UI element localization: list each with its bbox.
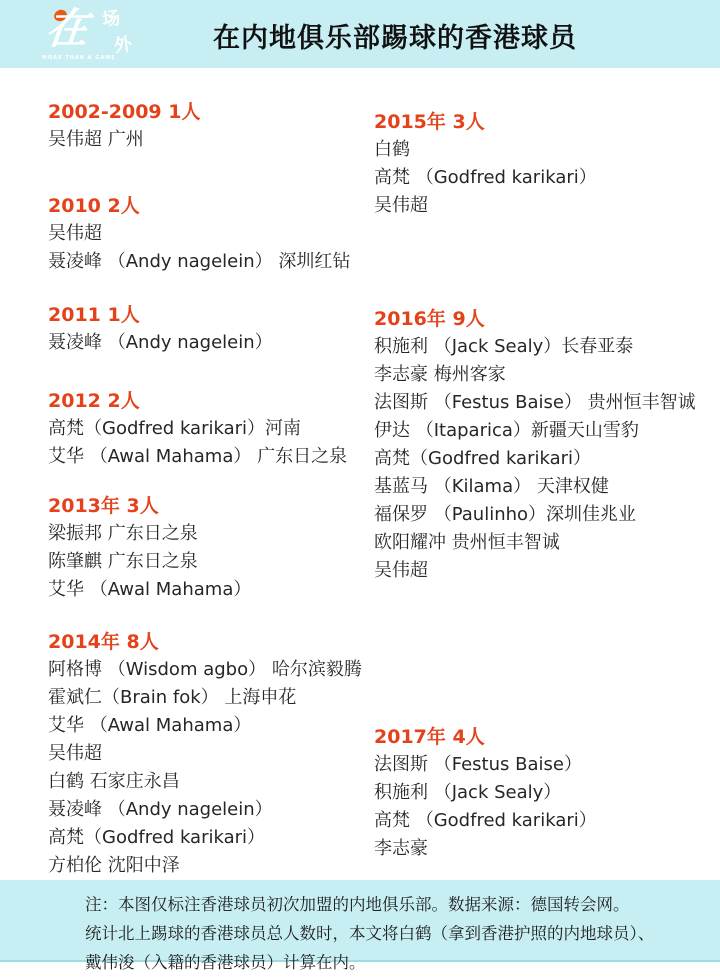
player-line: 法图斯 （Festus Baise） 贵州恒丰智诚: [374, 392, 696, 413]
year-heading: 2014年 8人: [48, 631, 159, 653]
player-line: 高梵（Godfred karikari）: [374, 448, 592, 469]
year-section: [48, 301, 370, 357]
player-line: 白鹤 石家庄永昌: [48, 771, 180, 792]
year-heading: 2002-2009 1人: [48, 101, 201, 123]
player-line: 高梵 （Godfred karikari）: [374, 167, 597, 188]
player-line: 梁振邦 广东日之泉: [48, 523, 198, 544]
player-line: 阿格博 （Wisdom agbo） 哈尔滨毅腾: [48, 659, 362, 680]
footnote-line: 统计北上踢球的香港球员总人数时，本文将白鹤（拿到香港护照的内地球员）、: [85, 924, 655, 943]
year-heading: 2013年 3人: [48, 495, 159, 517]
year-heading: 2017年 4人: [374, 726, 485, 748]
player-line: 聂凌峰 （Andy nagelein）: [48, 332, 273, 353]
year-heading: 2016年 9人: [374, 308, 485, 330]
player-line: 伊达 （Itaparica）新疆天山雪豹: [374, 420, 639, 441]
player-line: 基蓝马 （Kilama） 天津权健: [374, 476, 609, 497]
player-line: 吴伟超 广州: [48, 129, 144, 150]
year-section: [374, 723, 716, 863]
year-heading: 2010 2人: [48, 195, 140, 217]
year-section: [374, 305, 716, 585]
player-line: 高梵 （Godfred karikari）: [374, 810, 597, 831]
player-line: 艾华 （Awal Mahama）: [48, 579, 252, 600]
player-line: 白鹤: [374, 139, 410, 160]
player-line: 吴伟超: [374, 560, 428, 581]
column-right: [374, 68, 716, 863]
year-section: [48, 192, 370, 276]
player-line: 积施利 （Jack Sealy）长春亚泰: [374, 336, 634, 357]
player-line: 聂凌峰 （Andy nagelein） 深圳红钻: [48, 251, 351, 272]
footnote-text: [0, 880, 720, 977]
player-line: 吴伟超: [374, 195, 428, 216]
player-line: 陈肇麒 广东日之泉: [48, 551, 198, 572]
player-line: 高梵（Godfred karikari）河南: [48, 418, 302, 439]
player-line: 法图斯 （Festus Baise）: [374, 754, 582, 775]
player-line: 霍斌仁（Brain fok） 上海申花: [48, 687, 297, 708]
logo-stack-bottom: 外: [112, 33, 134, 58]
player-line: 积施利 （Jack Sealy）: [374, 782, 562, 803]
year-section: [374, 108, 716, 220]
logo-stack-top: 场: [100, 7, 122, 31]
logo-stack: [102, 4, 132, 57]
year-section: [48, 98, 370, 154]
logo-tagline: MORE THAN A GAME: [42, 55, 116, 61]
player-listing: [0, 68, 720, 880]
player-line: 福保罗 （Paulinho）深圳佳兆业: [374, 504, 637, 525]
year-heading: 2012 2人: [48, 390, 140, 412]
year-section: [48, 387, 370, 471]
player-line: 李志豪 梅州客家: [374, 364, 506, 385]
player-line: 聂凌峰 （Andy nagelein）: [48, 799, 273, 820]
player-line: 吴伟超: [48, 743, 102, 764]
player-line: 李志豪: [374, 838, 428, 859]
player-line: 方柏伦 沈阳中泽: [48, 855, 180, 876]
year-section: [48, 492, 370, 604]
player-line: 艾华 （Awal Mahama） 广东日之泉: [48, 446, 348, 467]
player-line: 高梵（Godfred karikari）: [48, 827, 266, 848]
column-left: [48, 68, 370, 880]
player-line: 吴伟超: [48, 223, 102, 244]
footnote-line: 戴伟浚（入籍的香港球员）计算在内。: [85, 953, 366, 972]
year-section: [48, 628, 370, 880]
player-line: 艾华 （Awal Mahama）: [48, 715, 252, 736]
page-title: 在内地俱乐部踢球的香港球员: [213, 23, 577, 54]
year-heading: 2015年 3人: [374, 111, 485, 133]
footnote-line: 注：本图仅标注香港球员初次加盟的内地俱乐部。数据来源：德国转会网。: [85, 895, 630, 914]
player-line: 欧阳耀冲 贵州恒丰智诚: [374, 532, 560, 553]
header-banner: [0, 0, 720, 68]
logo-main-glyph: 在: [43, 4, 91, 53]
year-heading: 2011 1人: [48, 304, 140, 326]
footnote-banner: [0, 880, 720, 972]
